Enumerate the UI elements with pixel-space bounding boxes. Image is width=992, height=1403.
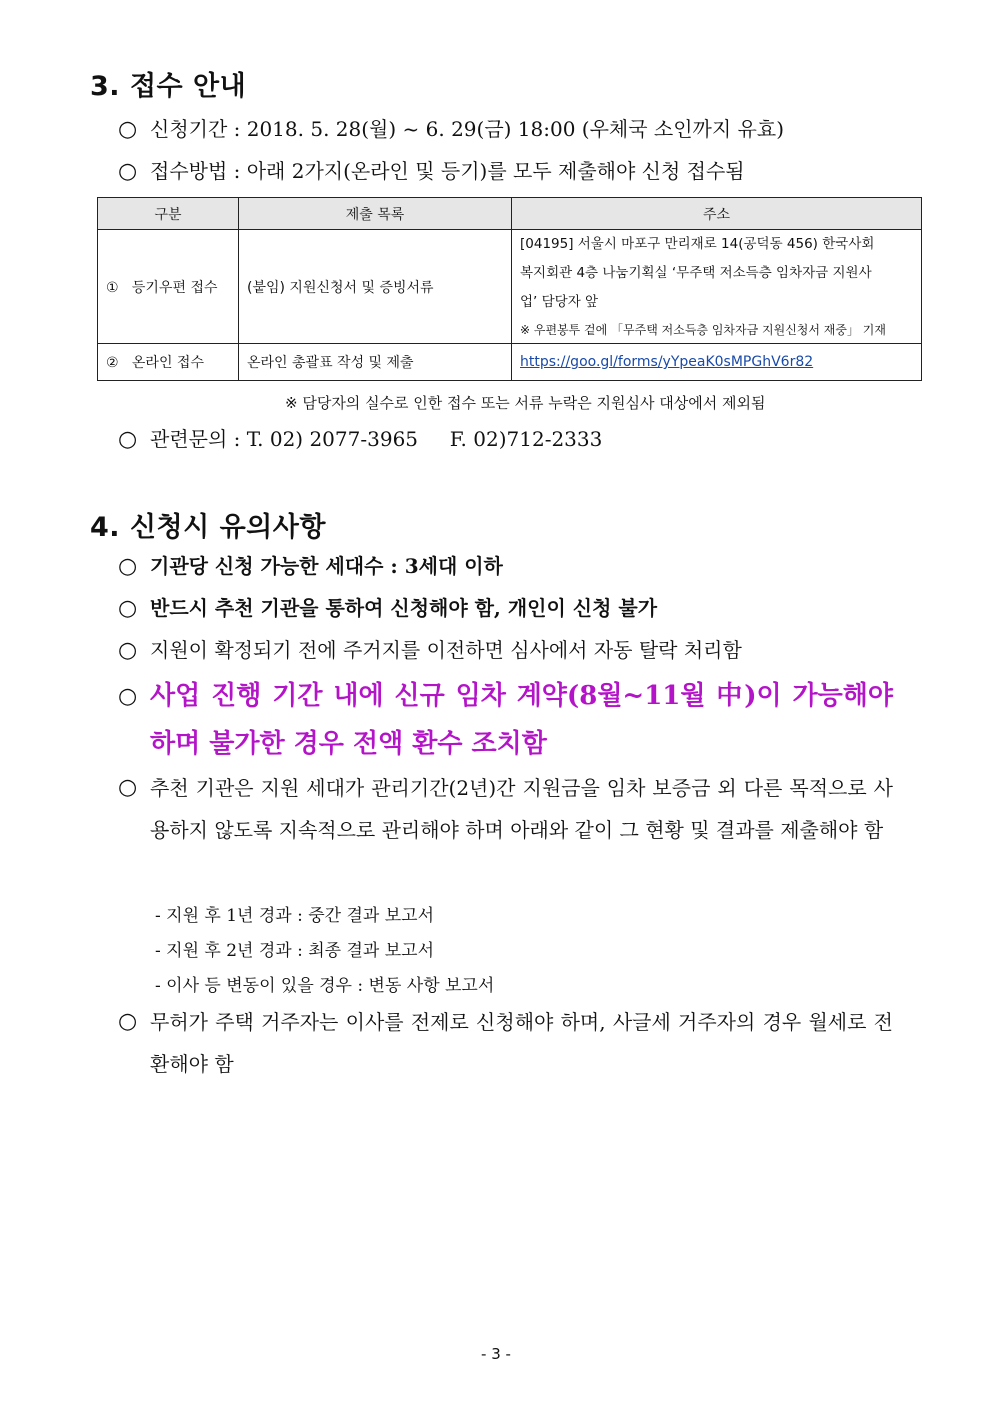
table-row [98,344,922,381]
bullet-circle-icon: ○ [118,554,138,579]
bullet-circle-icon: ○ [118,1009,138,1034]
notice-item-text: 반드시 추천 기관을 통하여 신청해야 함, 개인이 신청 불가 [150,596,658,620]
table-row [98,230,922,344]
table-header-cell: 구분 [98,198,239,230]
address-line: 업’ 담당자 앞 [520,294,599,310]
address-line: 복지회관 4층 나눔기획실 ‘무주택 저소득층 임차자금 지원사 [520,265,872,281]
table-header-row [98,198,922,230]
notice-item [118,767,893,851]
notice-item-text: 지원이 확정되기 전에 주거지를 이전하면 심사에서 자동 탈락 처리함 [150,638,742,662]
contact-item [118,418,893,461]
table-cell-items: (붙임) 지원신청서 및 증빙서류 [239,230,512,344]
bullet-circle-icon: ○ [118,427,138,452]
bullet-circle-icon: ○ [118,117,138,142]
table-cell-type: ① 등기우편 접수 [98,230,239,344]
notice-item-text: 추천 기관은 지원 세대가 관리기간(2년)간 지원금을 임차 보증금 외 다른 목적으로 사용하지 않도록 지속적으로 관리해야 하며 아래와 같이 그 현황 및 결과를 제출해야 함 [150,776,893,842]
online-form-link[interactable]: https://goo.gl/forms/yYpeaK0sMPGhV6r82 [520,354,814,370]
contact-text: 관련문의 : T. 02) 2077-3965 F. 02)712-2333 [150,427,603,451]
section-4-title: 4. 신청시 유의사항 [90,512,326,543]
address-note: ※ 우편봉투 겉에 「무주택 저소득층 임차자금 지원신청서 재중」 기재 [520,323,886,337]
method-item [118,150,893,193]
notice-item [118,629,893,672]
bullet-circle-icon: ○ [118,638,138,663]
table-header-cell: 제출 목록 [239,198,512,230]
period-item [118,108,893,151]
table-cell-items: 온라인 총괄표 작성 및 제출 [239,344,512,381]
notice-item-text: 무허가 주택 거주자는 이사를 전제로 신청해야 하며, 사글세 거주자의 경우 월세로 전환해야 함 [150,1010,893,1076]
notice-item-highlight [118,672,893,768]
notice-item [118,545,893,588]
bullet-circle-icon: ○ [118,775,138,800]
section-3-title: 3. 접수 안내 [90,71,247,102]
notice-item [118,1001,893,1085]
report-subitem: - 이사 등 변동이 있을 경우 : 변동 사항 보고서 [155,976,495,996]
page-number: - 3 - [481,1345,511,1363]
bullet-circle-icon: ○ [118,159,138,184]
table-cell-address [512,344,922,381]
period-text: 신청기간 : 2018. 5. 28(월) ~ 6. 29(금) 18:00 (우체국 소인까지 유효) [150,117,784,141]
table-header-cell: 주소 [512,198,922,230]
omission-notice: ※ 담당자의 실수로 인한 접수 또는 서류 누락은 지원심사 대상에서 제외됨 [285,394,766,412]
notice-item-text: 기관당 신청 가능한 세대수 : 3세대 이하 [150,554,503,578]
bullet-circle-icon: ○ [118,684,138,709]
report-subitem: - 지원 후 2년 경과 : 최종 결과 보고서 [155,941,435,961]
table-cell-type: ② 온라인 접수 [98,344,239,381]
notice-item [118,587,893,630]
highlight-text: 사업 진행 기간 내에 신규 임차 계약(8월~11월 中)이 가능해야 하며 불가한 경우 전액 환수 조치함 [150,681,893,759]
address-line: [04195] 서울시 마포구 만리재로 14(공덕동 456) 한국사회 [520,236,875,252]
report-subitem: - 지원 후 1년 경과 : 중간 결과 보고서 [155,906,435,926]
table-cell-address [512,230,922,344]
submission-table [97,197,922,381]
method-text: 접수방법 : 아래 2가지(온라인 및 등기)를 모두 제출해야 신청 접수됨 [150,159,745,183]
bullet-circle-icon: ○ [118,596,138,621]
